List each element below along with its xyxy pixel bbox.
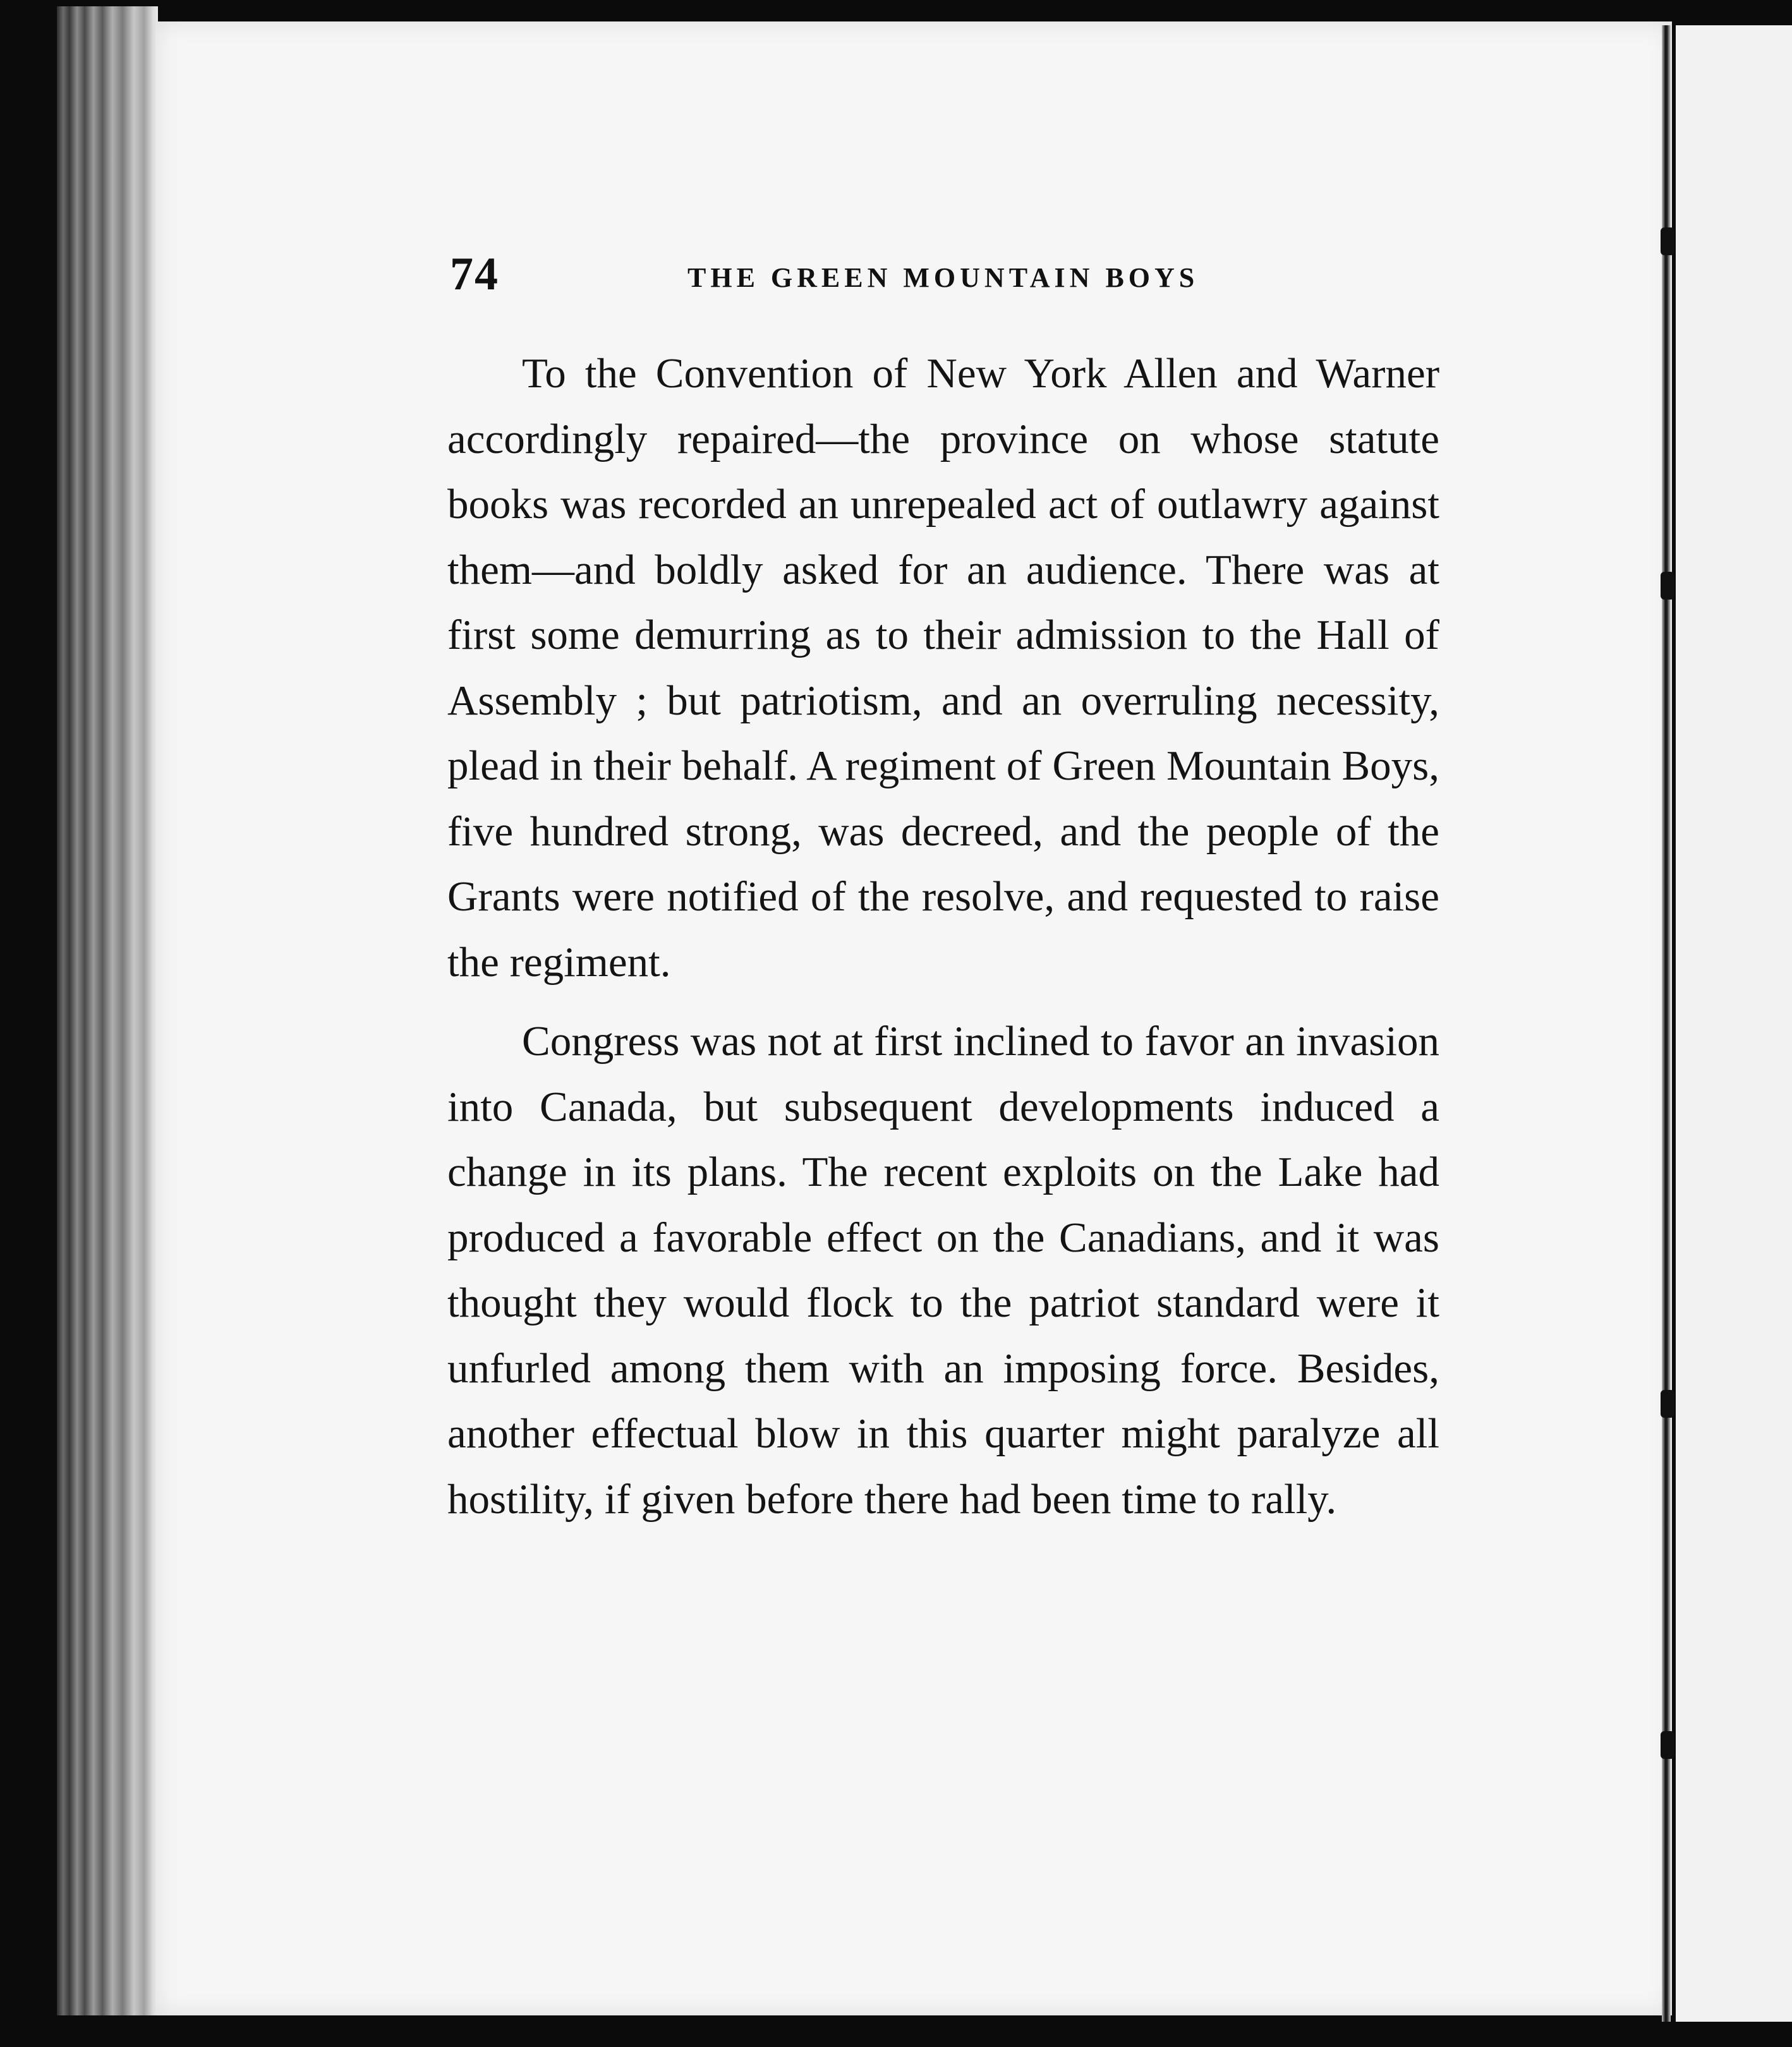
page-header: [450, 248, 1436, 305]
binding-mark-middle: [1661, 572, 1674, 600]
facing-page: [1676, 25, 1792, 2022]
running-head: THE GREEN MOUNTAIN BOYS: [687, 262, 1199, 293]
binding-mark-lower: [1661, 1390, 1674, 1418]
paragraph-2: Congress was not at first inclined to favor an invasion into Canada, but subsequent developments induced a change in its plans. The recent exploits on the Lake had produced a favorable effect on the Canadians, and it was thought they would flock to the patriot standard were it unfurled among them with an imposing force. Besides, another effectual blow in this quarter might paralyze all hostility, if given before there had been time to rally.: [447, 1018, 1439, 1523]
body-text: [447, 341, 1439, 1532]
paragraph-1: To the Convention of New York Allen and Warner accordingly repaired—the province on whose statute books was recorded an unrepealed act of outlawry against them—and boldly asked for an audience. There was at first some demurring as to their admission to the Hall of Assembly ; but patriotism, and an overruling necessity, plead in their behalf. A regiment of Green Mountain Boys, five hundred strong, was decreed, and the people of the Grants were notified of the resolve, and requested to raise the regiment.: [447, 350, 1439, 986]
binding-gutter: [1662, 25, 1671, 2022]
page-number: 74: [450, 248, 499, 300]
page-edges: [57, 6, 158, 2015]
binding-mark-top: [1661, 227, 1674, 255]
binding-mark-bottom: [1661, 1731, 1674, 1759]
